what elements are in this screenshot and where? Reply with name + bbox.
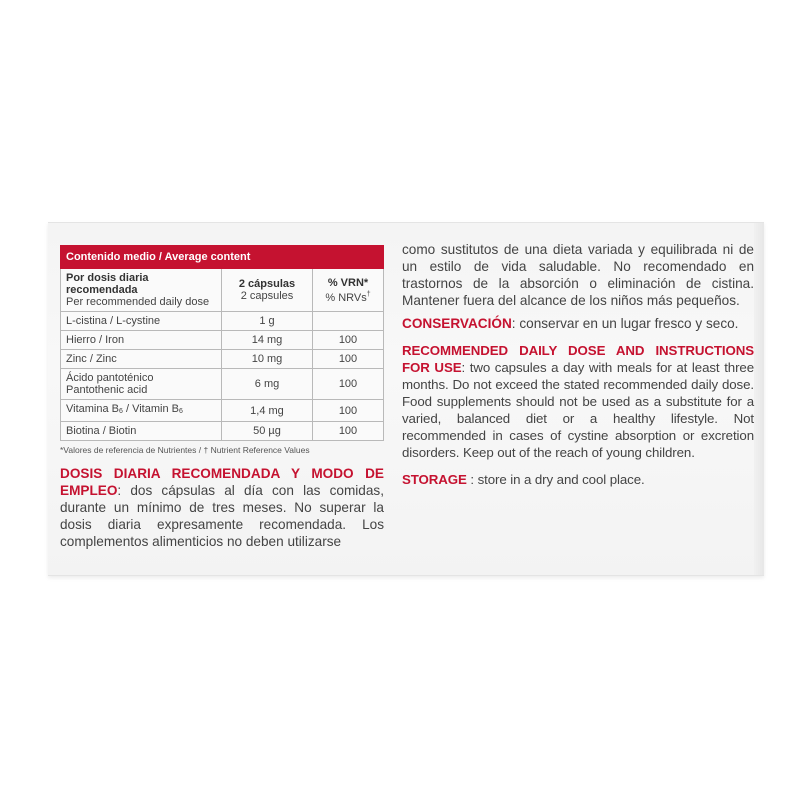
table-row: L-cistina / L-cystine 1 g (61, 312, 384, 331)
column-header-dose: Por dosis diaria recomendada Per recommended daily dose (61, 269, 222, 312)
table-row: Zinc / Zinc 10 mg 100 (61, 350, 384, 369)
spanish-conservation-paragraph: CONSERVACIÓN: conservar en un lugar fresco y seco. (402, 316, 739, 331)
column-header-row (61, 269, 384, 312)
table-row: Ácido pantoténico Pantothenic acid 6 mg 100 (61, 369, 384, 400)
table-row: Hierro / Iron 14 mg 100 (61, 331, 384, 350)
english-dose-paragraph: RECOMMENDED DAILY DOSE AND INSTRUCTIONS FOR USE: two capsules a day with meals for at least three months. Do not exceed the stated recommended daily dose. Food supplements should not be used as a substitute for a varied, balanced diet or a healthy lifestyle. Not recommended in cases of cystine absorption or excretion disorders. Keep out of the reach of young children. (402, 343, 754, 460)
spanish-dose-heading: DOSIS DIARIA RECOMENDADA Y MODO DE EMPLEO (60, 466, 384, 498)
conservation-heading: CONSERVACIÓN (402, 316, 512, 331)
spanish-dose-continuation: como sustitutos de una dieta variada y equilibrada ni de un estilo de vida saludable. No recomendado en trastornos de la absorción o eliminación de cistina. Mantener fuera del alcance de los niños más pequeños. (402, 242, 754, 308)
spanish-dose-paragraph: DOSIS DIARIA RECOMENDADA Y MODO DE EMPLEO: dos cápsulas al día con las comidas, durante un mínimo de tres meses. No superar la dosis diaria expresamente recomendada. Los complementos alimenticios no deben utilizarse (60, 466, 384, 549)
column-header-amount: 2 cápsulas 2 capsules (222, 269, 313, 312)
table-header: Contenido medio / Average content (61, 246, 384, 269)
left-column (60, 245, 384, 550)
english-dose-heading: RECOMMENDED DAILY DOSE AND INSTRUCTIONS FOR USE (402, 343, 754, 375)
package-panel (48, 222, 764, 576)
table-header-row (61, 246, 384, 269)
table-row: Biotina / Biotin 50 µg 100 (61, 422, 384, 441)
table-footnote: *Valores de referencia de Nutrientes / † Nutrient Reference Values (60, 445, 310, 455)
column-header-nrv: % VRN* % NRVs† (313, 269, 384, 312)
right-column (402, 241, 754, 488)
storage-heading: STORAGE (402, 472, 467, 487)
package-edge (754, 223, 764, 575)
storage-paragraph: STORAGE : store in a dry and cool place. (402, 472, 645, 487)
nutrition-table (60, 245, 384, 441)
table-row: Vitamina B6 / Vitamin B6 1,4 mg 100 (61, 400, 384, 422)
